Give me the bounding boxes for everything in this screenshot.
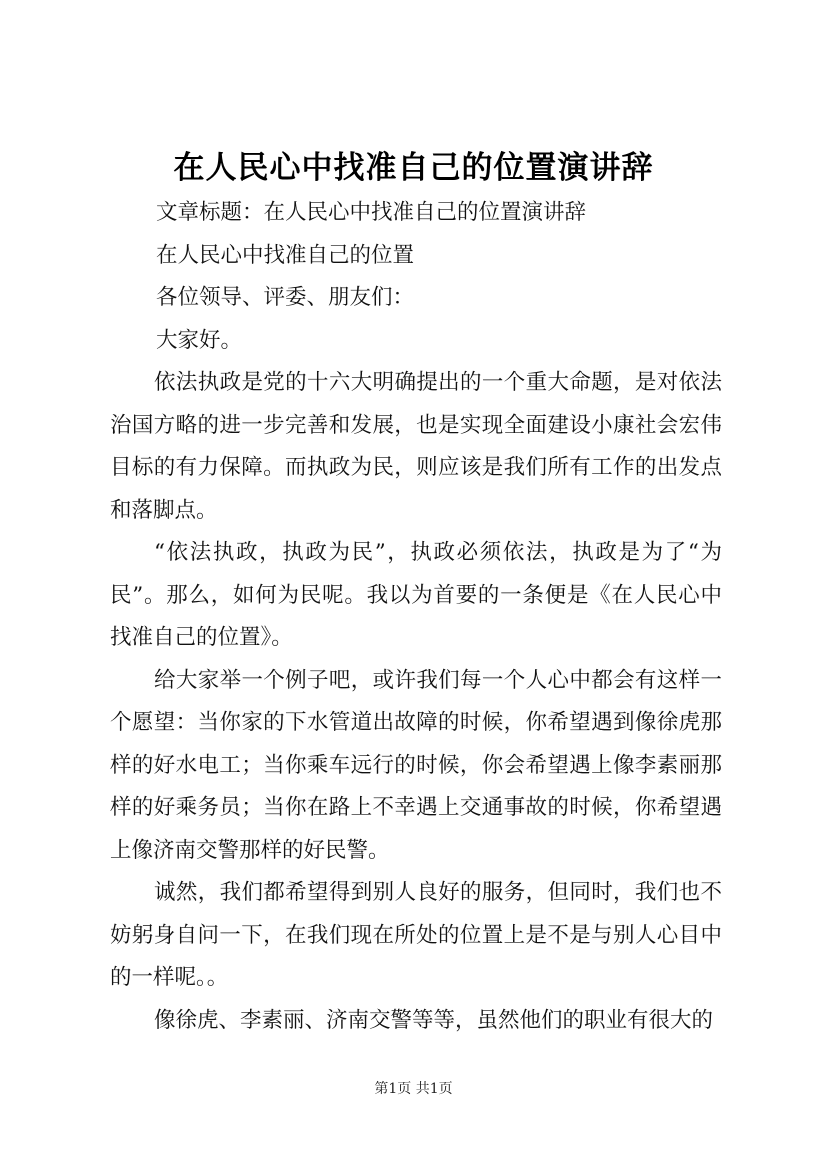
speech-title-line: 在人民心中找准自己的位置 [156, 242, 415, 268]
paragraph-4: 诚然，我们都希望得到别人良好的服务，但同时，我们也不妨躬身自问一下，在我们现在所处的位置上是不是与别人心目中的一样呢。。 [110, 880, 722, 990]
document-title: 在人民心中找准自己的位置演讲辞 [173, 150, 654, 186]
salutation-line: 各位领导、评委、朋友们： [156, 285, 415, 310]
document-body [110, 192, 722, 1042]
paragraph-1: 依法执政是党的十六大明确提出的一个重大命题，是对依法治国方略的进一步完善和发展，也是实现全面建设小康社会宏伟目标的有力保障。而执政为民，则应该是我们所有工作的出发点和落脚点。 [110, 370, 722, 523]
page-number-footer: 第1页 共1页 [374, 1081, 453, 1097]
paragraph-5: 像徐虎、李素丽、济南交警等等，虽然他们的职业有很大的 [154, 1007, 714, 1033]
paragraph-2: “依法执政，执政为民”，执政必须依法，执政是为了“为民”。那么，如何为民呢。我以为首要的一条便是《在人民心中找准自己的位置》。 [110, 540, 722, 650]
article-title-line: 文章标题：在人民心中找准自己的位置演讲辞 [156, 200, 587, 225]
greeting-line: 大家好。 [156, 327, 243, 353]
paragraph-3: 给大家举一个例子吧，或许我们每一个人心中都会有这样一个愿望：当你家的下水管道出故障的时候，你希望遇到像徐虎那样的好水电工；当你乘车远行的时候，你会希望遇上像李素丽那样的好乘务员；当你在路上不幸遇上交通事故的时候，你希望遇上像济南交警那样的好民警。 [110, 667, 722, 863]
